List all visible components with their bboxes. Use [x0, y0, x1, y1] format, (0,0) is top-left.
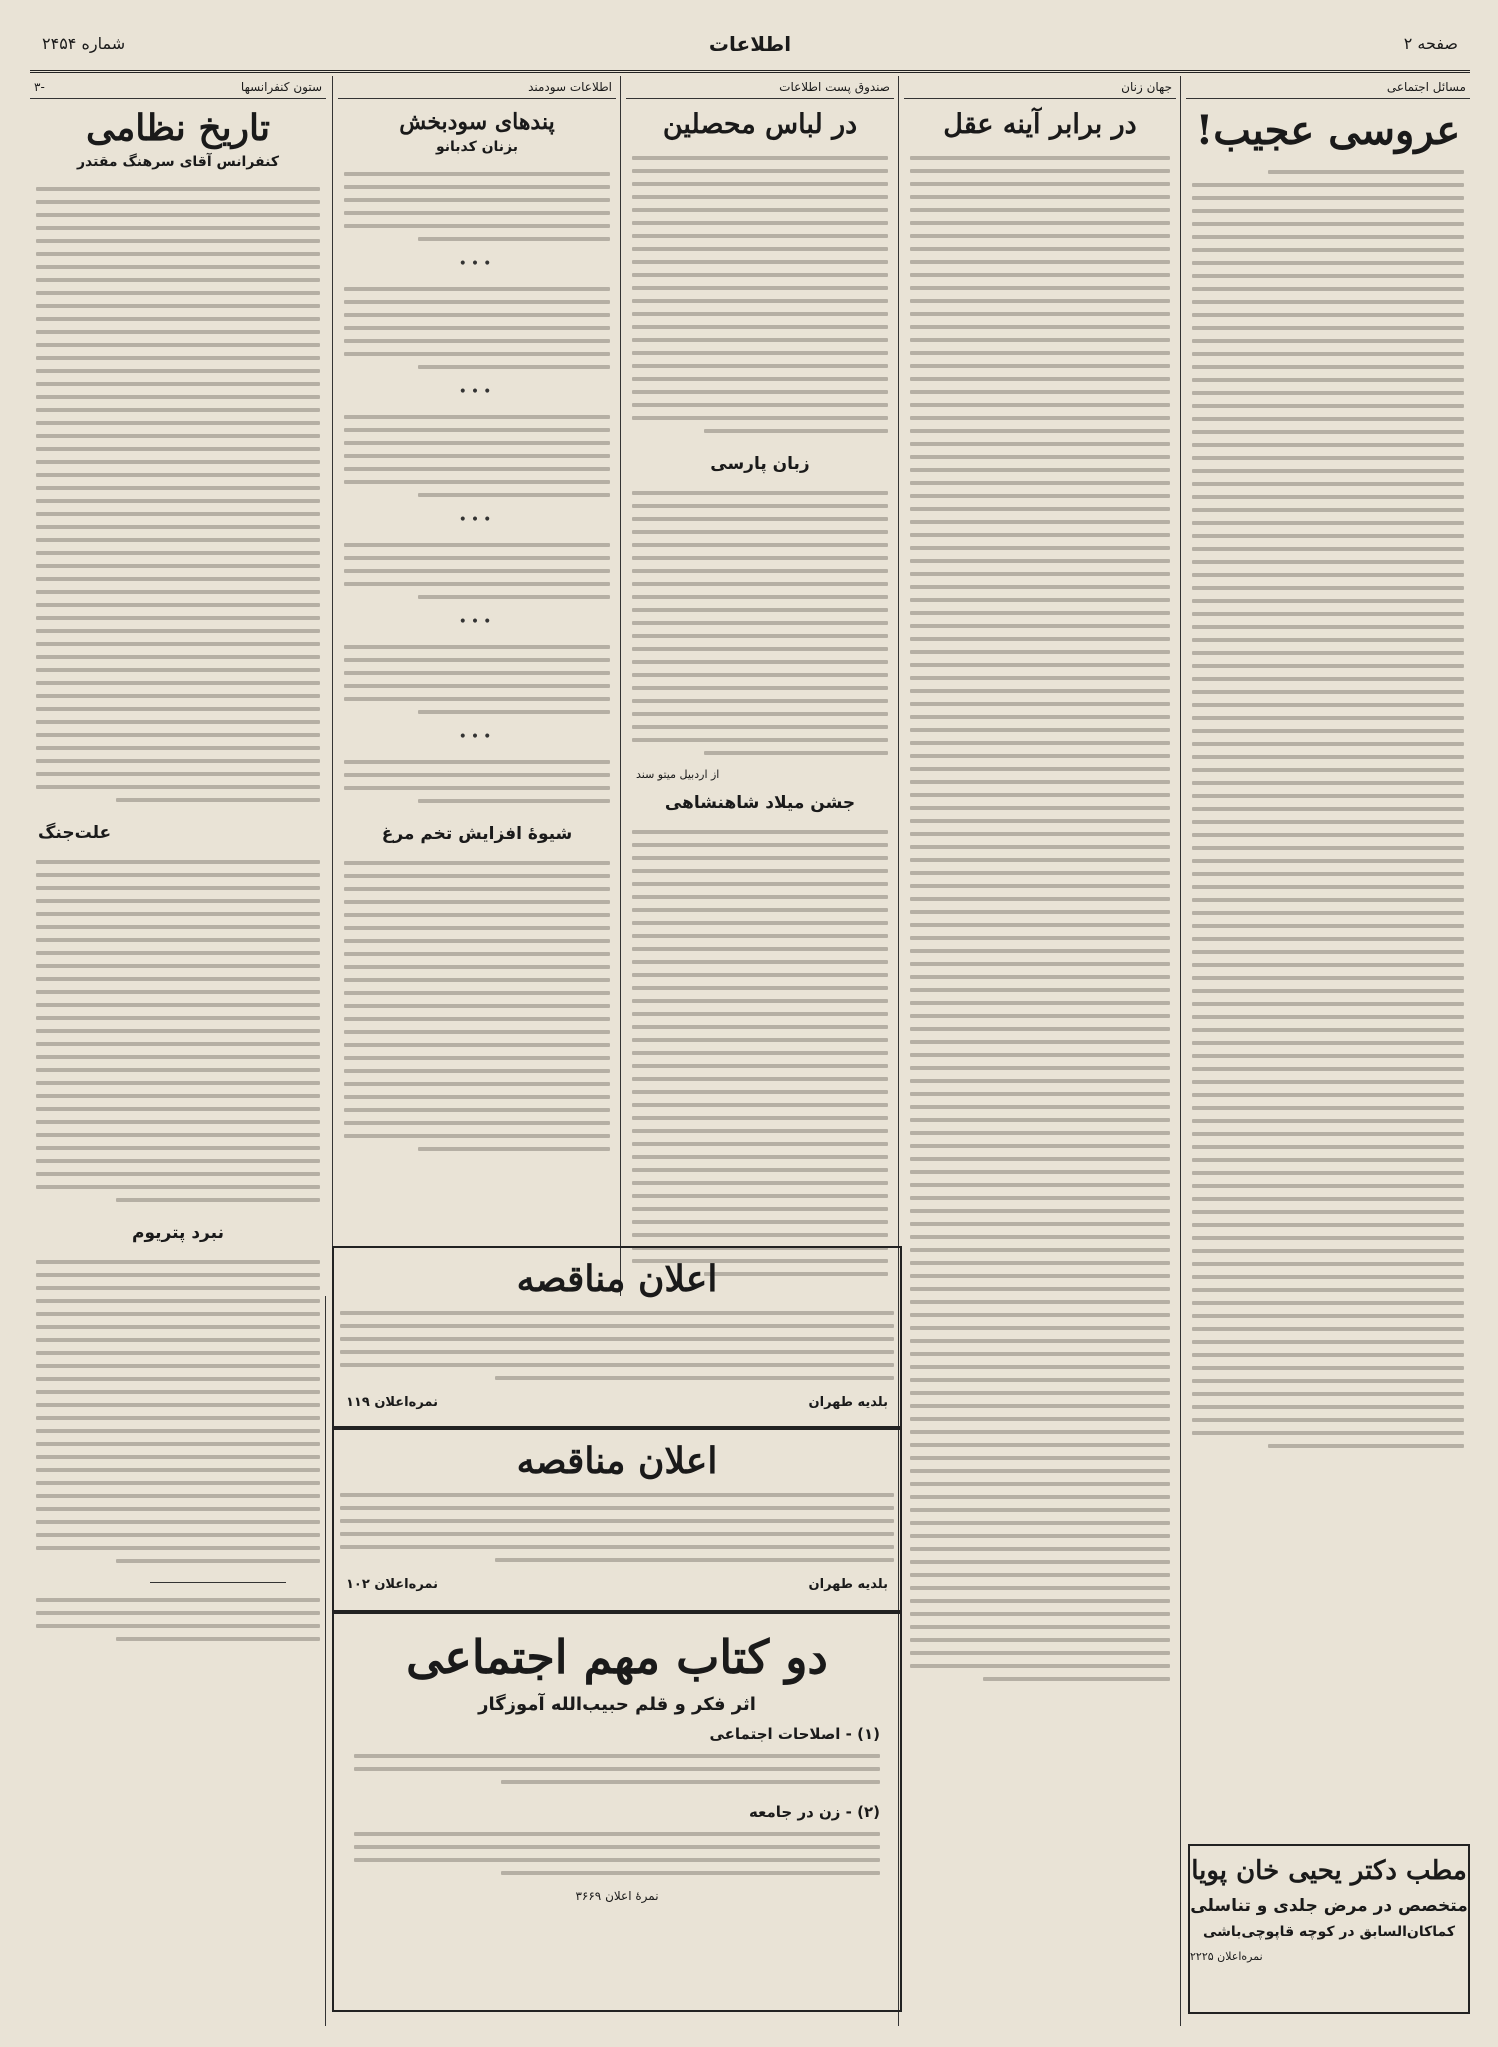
- doctor-advertisement: [1188, 1844, 1470, 2014]
- masthead: [30, 24, 1470, 73]
- books-advertisement: [332, 1612, 902, 2012]
- column-rule: [332, 76, 333, 1296]
- column-social-issues: [1186, 76, 1470, 2026]
- column-rule: [1180, 76, 1181, 2026]
- column-label: صندوق پست اطلاعات: [626, 76, 894, 99]
- article-body: [626, 819, 894, 1287]
- ad-address: کماکان‌السابق در کوچه قاپوچی‌باشی: [1202, 1924, 1456, 1940]
- section-separator: •••: [458, 729, 496, 746]
- section-separator: •••: [458, 512, 496, 529]
- tender-announcement-1: [332, 1246, 902, 1428]
- article-body: [626, 145, 894, 444]
- column-mailbox: [626, 76, 894, 1291]
- article-body: [30, 176, 326, 813]
- ad-subtitle: اثر فکر و قلم حبیب‌الله آموزگار: [478, 1694, 756, 1715]
- section-heading: علت‌جنگ: [38, 823, 112, 844]
- ad-number: نمره‌اعلان ۲۲۲۵: [1190, 1950, 1263, 1963]
- ad-number: نمره‌اعلان ۱۱۹: [346, 1395, 438, 1410]
- column-label: [30, 76, 326, 99]
- section-separator: •••: [458, 256, 496, 273]
- article-body: [338, 161, 616, 252]
- section-heading: نبرد پتریوم: [132, 1223, 224, 1244]
- article-title: در برابر آینه عقل: [943, 109, 1137, 140]
- column-useful-info: [338, 76, 616, 1291]
- ad-title: اعلان مناقصه: [516, 1440, 718, 1482]
- section-heading: زبان پارسی: [710, 454, 810, 475]
- ad-number: نمرهٔ اعلان ۳۶۶۹: [575, 1889, 659, 1903]
- column-womens-world: [904, 76, 1176, 2026]
- section-separator: •••: [458, 614, 496, 631]
- section-separator: •••: [458, 384, 496, 401]
- section-heading: شیوهٔ افزایش تخم مرغ: [381, 824, 573, 845]
- tender-announcement-2: [332, 1428, 902, 1612]
- column-conferences: [30, 76, 326, 2026]
- article-body: [1186, 159, 1470, 1459]
- issue-number: شماره ۲۴۵۴: [42, 34, 126, 53]
- article-title: عروسی عجیب!: [1195, 107, 1461, 154]
- article-title: تاریخ نظامی: [86, 107, 270, 149]
- ad-title: اعلان مناقصه: [516, 1258, 718, 1300]
- article-body: [904, 145, 1176, 1692]
- article-subtitle: کنفرانس آقای سرهنگ مقتدر: [76, 154, 279, 171]
- newspaper-name: اطلاعات: [708, 32, 792, 56]
- newspaper-page: [30, 24, 1470, 2024]
- ad-specialty: متخصص در مرض جلدی و تناسلی: [1190, 1896, 1468, 1916]
- article-body: [626, 480, 894, 766]
- article-signature: از اردبیل میتو سند: [636, 768, 720, 782]
- ad-title: دو کتاب مهم اجتماعی: [406, 1630, 828, 1684]
- part-number: -۳: [34, 80, 45, 94]
- column-rule: [620, 76, 621, 1296]
- column-label: اطلاعات سودمند: [338, 76, 616, 99]
- book-title-1: (۱) - اصلاحات اجتماعی: [709, 1725, 880, 1743]
- ad-number: نمره‌اعلان ۱۰۲: [346, 1577, 438, 1592]
- ad-title: مطب دکتر یحیی خان پویا: [1191, 1856, 1467, 1886]
- section-heading: جشن میلاد شاهنشاهی: [664, 793, 856, 814]
- article-subtitle: بزنان کدبانو: [435, 139, 519, 156]
- page-number: صفحه ۲: [1403, 34, 1458, 53]
- column-label-text: ستون کنفرانسها: [240, 80, 322, 94]
- article-title: پندهای سودبخش: [399, 109, 555, 135]
- ad-footer: بلدیه طهران: [808, 1395, 888, 1410]
- article-title: در لباس محصلین: [662, 109, 858, 140]
- ad-footer: بلدیه طهران: [808, 1577, 888, 1592]
- footnote: [30, 1587, 326, 1652]
- book-title-2: (۲) - زن در جامعه: [748, 1803, 880, 1821]
- column-label: جهان زنان: [904, 76, 1176, 99]
- column-label: مسائل اجتماعی: [1186, 76, 1470, 99]
